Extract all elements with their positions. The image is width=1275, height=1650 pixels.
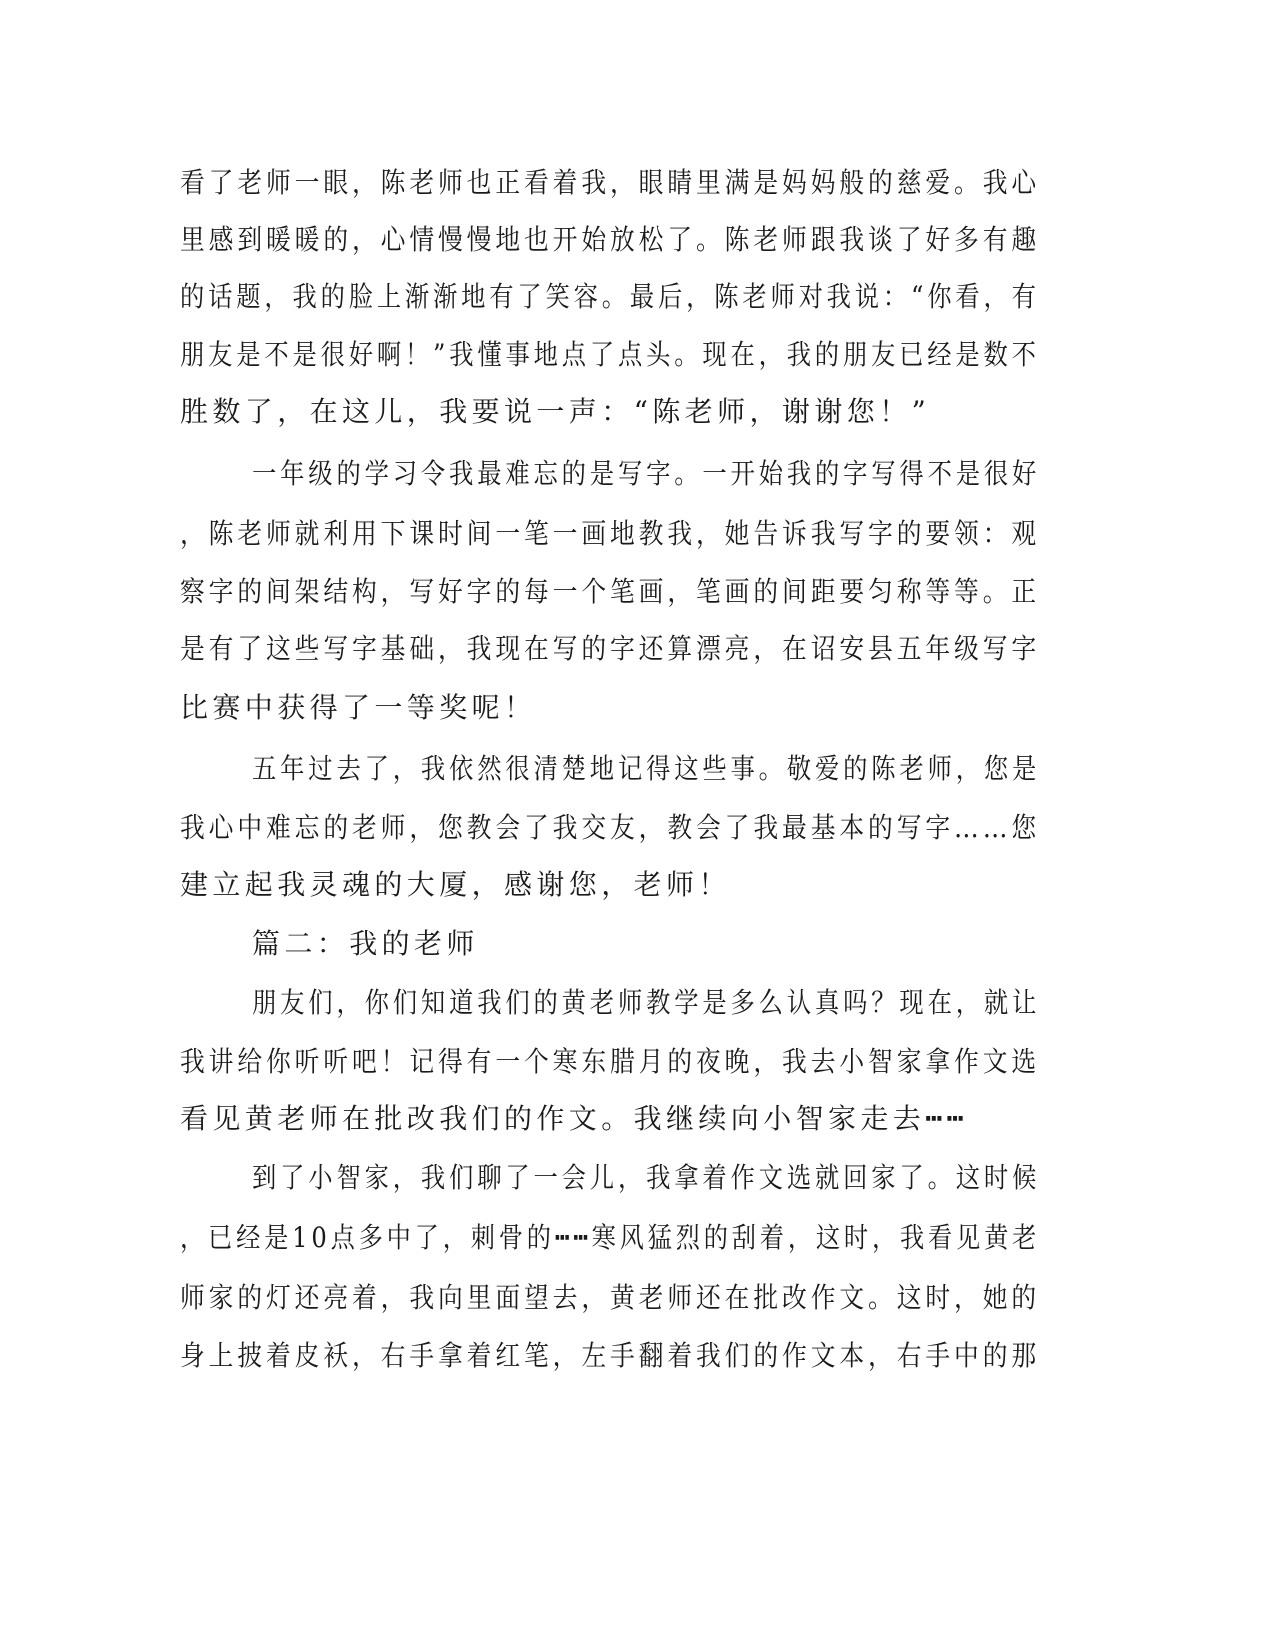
text-line: 身上披着皮袄，右手拿着红笔，左手翻着我们的作文本，右手中的那 xyxy=(180,1339,1041,1372)
text-line: 朋友是不是很好啊！”我懂事地点了点头。现在，我的朋友已经是数不 xyxy=(180,338,1040,371)
text-line: ，陈老师就利用下课时间一笔一画地教我，她告诉我写字的要领：观 xyxy=(180,517,1041,550)
text-line: 看了老师一眼，陈老师也正看着我，眼睛里满是妈妈般的慈爱。我心 xyxy=(180,166,1041,199)
text-line: 我讲给你听听吧！记得有一个寒东腊月的夜晚，我去小智家拿作文选 xyxy=(180,1045,1041,1078)
section-heading: 篇二：我的老师 xyxy=(252,927,479,960)
text-line: 比赛中获得了一等奖呢！ xyxy=(180,691,537,724)
text-line: 胜数了，在这儿，我要说一声：“陈老师，谢谢您！” xyxy=(180,395,931,428)
text-line: 五年过去了，我依然很清楚地记得这些事。敬爱的陈老师，您是 xyxy=(252,752,1041,785)
text-line: 我心中难忘的老师，您教会了我交友，教会了我最基本的写字……您 xyxy=(180,811,1041,844)
text-line: 朋友们，你们知道我们的黄老师教学是多么认真吗？现在，就让 xyxy=(252,986,1041,1019)
text-line: ，已经是10点多中了，刺骨的┅┅寒风猛烈的刮着，这时，我看见黄老 xyxy=(180,1221,1041,1254)
text-line: 一年级的学习令我最难忘的是写字。一开始我的字写得不是很好 xyxy=(252,457,1041,490)
text-line: 是有了这些写字基础，我现在写的字还算漂亮，在诏安县五年级写字 xyxy=(180,632,1041,665)
text-line: 师家的灯还亮着，我向里面望去，黄老师还在批改作文。这时，她的 xyxy=(180,1281,1041,1314)
text-line: 察字的间架结构，写好字的每一个笔画，笔画的间距要匀称等等。正 xyxy=(180,575,1041,608)
text-line: 的话题，我的脸上渐渐地有了笑容。最后，陈老师对我说：“你看，有 xyxy=(180,280,1040,313)
text-line: 看见黄老师在批改我们的作文。我继续向小智家走去┅┅ xyxy=(180,1102,968,1135)
text-line: 建立起我灵魂的大厦，感谢您，老师！ xyxy=(180,868,731,901)
text-line: 到了小智家，我们聊了一会儿，我拿着作文选就回家了。这时候 xyxy=(252,1161,1041,1194)
text-line: 里感到暖暖的，心情慢慢地也开始放松了。陈老师跟我谈了好多有趣 xyxy=(180,223,1041,256)
